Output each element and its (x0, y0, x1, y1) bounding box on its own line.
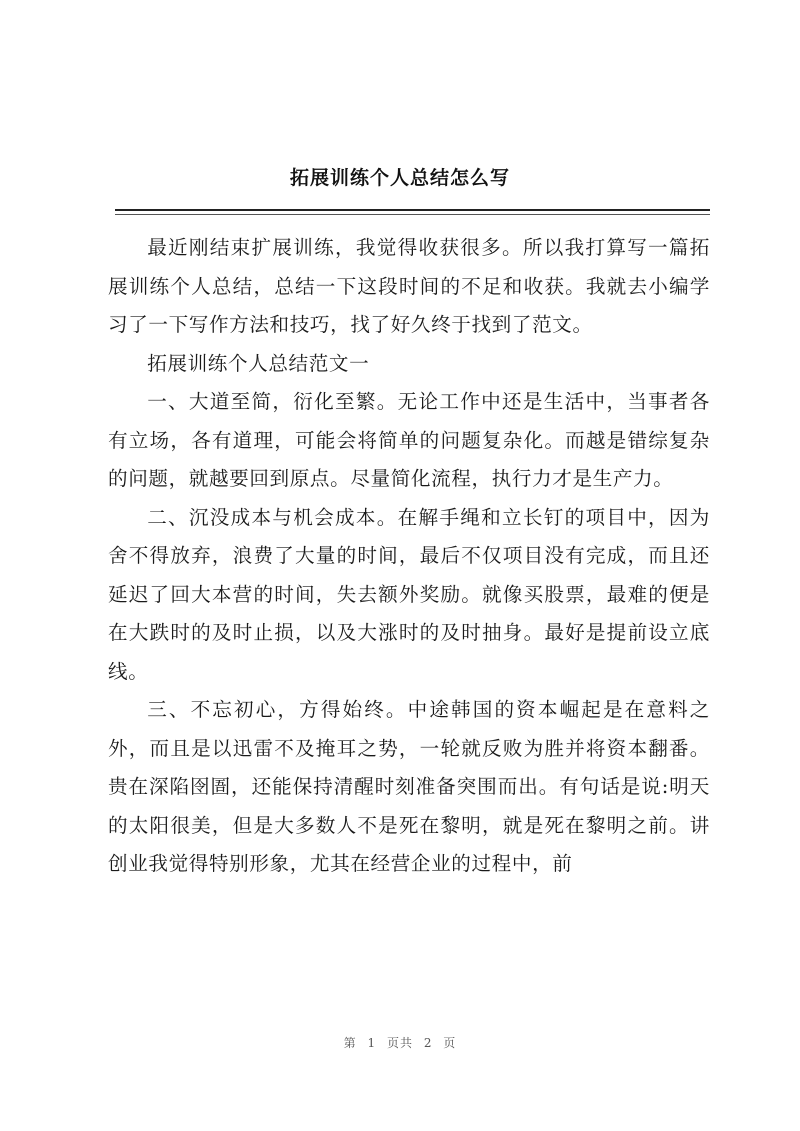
section-heading: 拓展训练个人总结范文一 (147, 351, 370, 375)
page-title: 拓展训练个人总结怎么写 (289, 167, 510, 189)
footer-current-page: 1 (367, 1036, 377, 1050)
footer-label-middle: 页共 (386, 1036, 413, 1050)
footer-label-suffix: 页 (443, 1036, 457, 1050)
point-three-paragraph: 三、不忘初心，方得始终。中途韩国的资本崛起是在意料之外，而且是以迅雷不及掩耳之势，一轮就反败为胜并将资本翻番。贵在深陷囹圄，还能保持清醒时刻准备突围而出。有句话是说:明天的太阳很美，但是大多数人不是死在黎明，就是死在黎明之前。讲创业我觉得特别形象，尤其在经营企业的过程中，前 (108, 698, 710, 875)
title-divider-thin (115, 214, 710, 215)
document-body (108, 229, 710, 884)
footer-label-prefix: 第 (343, 1036, 357, 1050)
intro-paragraph: 最近刚结束扩展训练，我觉得收获很多。所以我打算写一篇拓展训练个人总结，总结一下这段时间的不足和收获。我就去小编学习了一下写作方法和技巧，找了好久终于找到了范文。 (108, 236, 710, 336)
page-footer (0, 1034, 800, 1051)
footer-total-pages: 2 (423, 1036, 433, 1050)
title-divider (115, 209, 710, 211)
point-one-paragraph: 一、大道至简，衍化至繁。无论工作中还是生活中，当事者各有立场，各有道理，可能会将简单的问题复杂化。而越是错综复杂的问题，就越要回到原点。尽量简化流程，执行力才是生产力。 (108, 390, 710, 490)
point-two-paragraph: 二、沉没成本与机会成本。在解手绳和立长钉的项目中，因为舍不得放弃，浪费了大量的时间，最后不仅项目没有完成，而且还延迟了回大本营的时间，失去额外奖励。就像买股票，最难的便是在大跌时的及时止损，以及大涨时的及时抽身。最好是提前设立底线。 (108, 505, 710, 683)
